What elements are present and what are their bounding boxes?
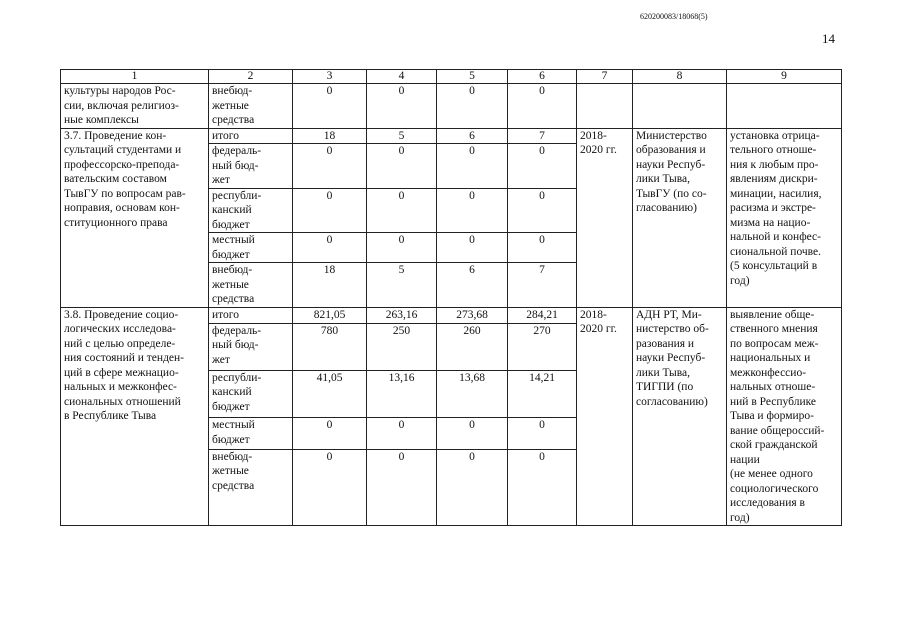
total-value-cell: 0 xyxy=(293,84,367,129)
program-table xyxy=(60,69,842,526)
funding-source-cell: местный бюджет xyxy=(209,418,293,450)
year-value-cell: 13,68 xyxy=(437,370,508,417)
column-number: 7 xyxy=(577,70,633,84)
page-number: 14 xyxy=(822,31,835,46)
funding-source-cell: внебюд- жетные средства xyxy=(209,449,293,525)
total-value-cell: 0 xyxy=(293,449,367,525)
column-number: 2 xyxy=(209,70,293,84)
year-value-cell: 0 xyxy=(508,233,577,263)
year-value-cell: 5 xyxy=(367,128,437,144)
document-code: 620200083/18068(5) xyxy=(640,12,708,21)
activity-cell: культуры народов Рос- сии, включая религиоз- ные комплексы xyxy=(61,84,209,129)
year-value-cell: 0 xyxy=(437,449,508,525)
carryover-row xyxy=(61,84,842,129)
year-value-cell: 250 xyxy=(367,323,437,370)
result-cell xyxy=(727,84,842,129)
period-cell xyxy=(577,84,633,129)
year-value-cell: 260 xyxy=(437,323,508,370)
year-value-cell: 0 xyxy=(508,449,577,525)
executor-cell: Министерство образования и науки Респуб- лики Тыва, ТывГУ (по со- гласованию) xyxy=(633,128,727,307)
year-value-cell: 0 xyxy=(508,144,577,189)
year-value-cell: 0 xyxy=(437,418,508,450)
funding-source-cell: внебюд- жетные средства xyxy=(209,263,293,308)
year-value-cell: 263,16 xyxy=(367,307,437,323)
total-value-cell: 821,05 xyxy=(293,307,367,323)
column-number: 3 xyxy=(293,70,367,84)
column-number: 5 xyxy=(437,70,508,84)
funding-source-cell: местный бюджет xyxy=(209,233,293,263)
year-value-cell: 0 xyxy=(508,84,577,129)
year-value-cell: 0 xyxy=(508,188,577,233)
year-value-cell: 273,68 xyxy=(437,307,508,323)
funding-source-cell: республи- канский бюджет xyxy=(209,188,293,233)
year-value-cell: 284,21 xyxy=(508,307,577,323)
year-value-cell: 13,16 xyxy=(367,370,437,417)
activity-cell: 3.7. Проведение кон- сультаций студентами и профессорско-препода- вательским составом ТывГУ по вопросам рав- ноправия, основам кон- ституционного права xyxy=(61,128,209,307)
funding-source-cell: федераль- ный бюд- жет xyxy=(209,323,293,370)
year-value-cell: 0 xyxy=(437,84,508,129)
funding-source-cell: итого xyxy=(209,307,293,323)
result-cell: установка отрица- тельного отноше- ния к любым про- явлениям дискри- минации, насилия, расизма и экстре- мизма на нацио- нальной и конфес- сиональной почве. (5 консультаций в год) xyxy=(727,128,842,307)
year-value-cell: 0 xyxy=(367,233,437,263)
year-value-cell: 0 xyxy=(437,144,508,189)
year-value-cell: 0 xyxy=(437,188,508,233)
year-value-cell: 270 xyxy=(508,323,577,370)
period-cell: 2018- 2020 гг. xyxy=(577,307,633,526)
year-value-cell: 0 xyxy=(367,144,437,189)
total-value-cell: 0 xyxy=(293,418,367,450)
column-number: 6 xyxy=(508,70,577,84)
year-value-cell: 6 xyxy=(437,128,508,144)
year-value-cell: 0 xyxy=(437,233,508,263)
period-cell: 2018- 2020 гг. xyxy=(577,128,633,307)
year-value-cell: 0 xyxy=(367,84,437,129)
total-value-cell: 780 xyxy=(293,323,367,370)
year-value-cell: 0 xyxy=(367,418,437,450)
total-value-cell: 18 xyxy=(293,128,367,144)
column-number: 4 xyxy=(367,70,437,84)
year-value-cell: 5 xyxy=(367,263,437,308)
total-value-cell: 41,05 xyxy=(293,370,367,417)
column-number: 8 xyxy=(633,70,727,84)
funding-source-cell: республи- канский бюджет xyxy=(209,370,293,417)
total-value-cell: 18 xyxy=(293,263,367,308)
executor-cell xyxy=(633,84,727,129)
column-number: 9 xyxy=(727,70,842,84)
activity-cell: 3.8. Проведение социо- логических исследова- ний с целью определе- ния состояний и тенден- ций в сфере межнацио- нальных и межконфес- сиональных отношений в Республике Тыва xyxy=(61,307,209,526)
result-cell: выявление обще- ственного мнения по вопросам меж- национальных и межконфессио- нальных отноше- ний в Республике Тыва и формиро- вание общероссий- ской гражданской нации (не менее одного социологического исследования в год) xyxy=(727,307,842,526)
total-value-cell: 0 xyxy=(293,188,367,233)
total-value-cell: 0 xyxy=(293,233,367,263)
funding-row xyxy=(61,307,842,323)
column-number-row xyxy=(61,70,842,84)
column-number: 1 xyxy=(61,70,209,84)
year-value-cell: 7 xyxy=(508,263,577,308)
funding-row xyxy=(61,128,842,144)
year-value-cell: 7 xyxy=(508,128,577,144)
year-value-cell: 14,21 xyxy=(508,370,577,417)
funding-source-cell: внебюд- жетные средства xyxy=(209,84,293,129)
year-value-cell: 0 xyxy=(367,449,437,525)
total-value-cell: 0 xyxy=(293,144,367,189)
year-value-cell: 0 xyxy=(367,188,437,233)
executor-cell: АДН РТ, Ми- нистерство об- разования и науки Респуб- лики Тыва, ТИГПИ (по согласованию) xyxy=(633,307,727,526)
funding-source-cell: федераль- ный бюд- жет xyxy=(209,144,293,189)
funding-source-cell: итого xyxy=(209,128,293,144)
year-value-cell: 6 xyxy=(437,263,508,308)
year-value-cell: 0 xyxy=(508,418,577,450)
